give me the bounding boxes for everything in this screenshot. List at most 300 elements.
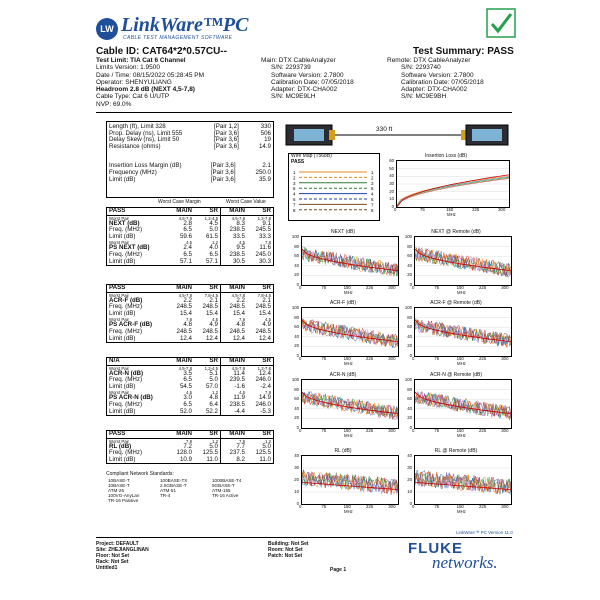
y-tick-label: 100 <box>404 377 412 382</box>
table-row <box>107 431 273 438</box>
table-cell: SR <box>194 208 221 215</box>
table-cell: PASS <box>107 208 168 215</box>
table-cell: ACR-F (dB) <box>109 296 143 304</box>
x-tick-label: 150 <box>343 285 351 290</box>
graph-trace <box>415 392 511 421</box>
rl-results <box>106 430 274 464</box>
y-tick-label: 40 <box>294 262 299 268</box>
pin-label: 3 <box>371 180 374 186</box>
footer-building <box>268 541 309 559</box>
standards-cell: TR-4 <box>160 493 171 499</box>
graph-plot-area <box>414 379 512 429</box>
table-cell: Limit (dB) <box>109 175 136 183</box>
table-row <box>107 409 273 416</box>
y-tick-label: 100 <box>291 305 299 310</box>
standards-cell: 2.5GBASE-T <box>160 482 187 488</box>
graph-title: ACR-F (dB) <box>329 300 357 306</box>
table-row <box>107 259 273 266</box>
header-remote-info <box>387 57 484 101</box>
y-tick-label: 30 <box>407 465 412 470</box>
wire-map-panel <box>288 153 380 221</box>
table-cell: 2.1 <box>262 296 271 304</box>
table-cell: MAIN <box>168 208 194 215</box>
table-cell: 1,2-7,8 <box>257 365 271 371</box>
table-cell: MAIN <box>221 285 248 292</box>
table-cell: 52.2 <box>205 407 218 415</box>
table-cell: 11.6 <box>259 244 271 252</box>
table-cell: 237.5 <box>221 450 248 457</box>
x-axis-unit: MHz <box>457 509 466 514</box>
standards-cell: 100VG-AnyLan <box>108 493 140 499</box>
pin-label: 8 <box>293 207 296 213</box>
table-cell: Resistance (ohms) <box>109 142 161 150</box>
table-cell: Limit (dB) <box>109 455 136 463</box>
table-cell: 12.4 <box>205 334 218 342</box>
x-tick-label: 225 <box>478 356 487 361</box>
x-tick-label: 75 <box>434 356 440 361</box>
table-cell: 12.4 <box>258 334 271 342</box>
standards-cell: 1000BASE-T4 <box>212 477 242 483</box>
table-cell: 4.9 <box>209 321 218 329</box>
x-tick-label: 75 <box>321 356 327 361</box>
pin-label: 7 <box>371 202 374 208</box>
x-tick-label: 150 <box>343 428 351 433</box>
table-row <box>107 311 273 318</box>
y-tick-label: 20 <box>294 415 299 421</box>
next-results <box>106 207 274 266</box>
x-tick-label: 150 <box>446 207 454 212</box>
table-cell: 248.5 <box>176 327 192 335</box>
table-cell: 2.2 <box>183 296 192 304</box>
table-cell: 248.5 <box>255 327 271 335</box>
table-cell: 4,5-7,8 <box>178 292 192 298</box>
table-cell: 7,8 <box>186 438 192 444</box>
x-tick-label: 150 <box>456 504 464 509</box>
header-line: Software Version: 2.7800 <box>271 71 344 79</box>
pin-label: 6 <box>293 186 296 192</box>
graph-next-remote <box>400 229 512 297</box>
y-tick-label: 80 <box>407 386 412 392</box>
table-cell: SR <box>194 285 221 292</box>
y-tick-label: 40 <box>294 405 299 411</box>
header-line: Adapter: DTX-CHA002 <box>401 86 468 94</box>
table-cell: SR <box>247 358 273 365</box>
pin-label: 4 <box>371 191 374 197</box>
table-cell: 4.0 <box>209 244 218 252</box>
x-tick-label: 75 <box>434 428 440 433</box>
table-cell: Worst Pair <box>109 292 129 298</box>
table-cell: Limit (dB) <box>109 382 136 390</box>
table-cell: 506 <box>260 129 271 137</box>
table-cell: 4,5-7,8 <box>221 292 248 298</box>
table-cell: 246.0 <box>255 376 271 384</box>
table-cell: 4,5-7,8 <box>221 365 248 371</box>
y-tick-label: 40 <box>389 173 394 179</box>
table-cell: 30.3 <box>258 257 271 265</box>
table-cell: Delay Skew (ns), Limit 50 <box>109 136 180 144</box>
cable-id: Cable ID: CAT64*2*0.57CU-- <box>96 46 227 57</box>
x-tick-label: 225 <box>478 428 487 433</box>
table-cell: 5.1 <box>209 369 218 377</box>
table-cell: 7,8-4,5 <box>257 292 271 298</box>
y-tick-label: 100 <box>291 377 299 382</box>
graph-title: RL (dB) <box>334 448 352 454</box>
table-cell: 1,2 <box>212 438 218 444</box>
table-cell: -1.6 <box>221 384 248 391</box>
y-tick-label: 0 <box>409 425 412 430</box>
table-cell: MAIN <box>168 285 194 292</box>
table-cell: 6.5 <box>183 376 192 384</box>
header-line: Headroom 2.8 dB (NEXT 4,5-7,8) <box>96 86 195 94</box>
x-tick-label: 300 <box>388 356 396 361</box>
graph-title: ACR-N (dB) <box>329 372 357 378</box>
cable-graphic <box>285 122 510 148</box>
table-cell: 7,8 <box>186 317 192 323</box>
table-cell: 248.5 <box>221 304 248 311</box>
table-cell: N/A <box>107 358 168 365</box>
table-cell: 10.9 <box>179 455 192 463</box>
table-cell: 245.5 <box>255 226 271 234</box>
standards-cell: 100BASE-TX <box>160 477 188 483</box>
table-cell: 239.5 <box>221 377 248 384</box>
x-tick-label: 0 <box>412 504 415 509</box>
header-line: S/N: MC9E9BH <box>401 93 447 101</box>
footer-line: Project: DEFAULT <box>96 541 139 547</box>
table-cell: [Pair 3,6] <box>210 175 236 183</box>
standards-table <box>106 478 262 504</box>
table-cell: 11.0 <box>206 455 218 463</box>
table-cell: 4,5 <box>221 390 248 395</box>
table-row <box>107 177 273 184</box>
y-tick-label: 100 <box>404 234 412 239</box>
y-tick-label: 0 <box>296 353 299 358</box>
table-cell: 57.1 <box>179 257 192 265</box>
table-cell: 6.5 <box>183 250 192 258</box>
logo-title: LinkWare™PC <box>121 14 249 36</box>
network-standards <box>106 472 262 504</box>
standards-cell: ATM-51 <box>160 488 176 493</box>
x-tick-label: 150 <box>343 356 351 361</box>
x-tick-label: 0 <box>299 285 302 290</box>
table-cell: Freq. (MHz) <box>109 250 142 258</box>
x-tick-label: 0 <box>299 504 302 509</box>
x-tick-label: 75 <box>321 285 327 290</box>
table-cell: 125.5 <box>255 449 271 457</box>
limit-line <box>397 175 509 207</box>
x-axis-unit: MHz <box>344 290 353 295</box>
standards-title: Compliant Network Standards: <box>106 471 174 477</box>
y-tick-label: 60 <box>294 324 299 330</box>
table-cell: Insertion Loss Margin (dB) <box>109 162 182 170</box>
header-line: S/N: MC9E9LH <box>271 93 316 101</box>
table-cell: Worst Pair <box>109 365 129 371</box>
header-line: Remote: DTX CableAnalyzer <box>387 57 471 64</box>
x-tick-label: 75 <box>321 504 327 509</box>
x-tick-label: 150 <box>343 504 351 509</box>
header-line: Adapter: DTX-CHA002 <box>271 86 338 94</box>
y-tick-label: 40 <box>407 333 412 339</box>
table-cell: 11.0 <box>259 455 271 463</box>
header-line: Cable Type: Cat 6 U/UTP <box>96 93 170 101</box>
table-cell: 8.3 <box>221 221 248 228</box>
y-tick-label: 0 <box>409 282 412 287</box>
table-cell: 245.0 <box>255 250 271 258</box>
header-line: Test Limit: TIA Cat 6 Channel <box>96 57 186 64</box>
table-cell: 2.8 <box>183 219 192 227</box>
table-cell: [Pair 3,6] <box>210 162 236 170</box>
table-cell: 12.4 <box>179 334 192 342</box>
y-tick-label: 10 <box>389 196 394 202</box>
pin-label: 1 <box>371 170 374 175</box>
graph-title: ACR-F @ Remote (dB) <box>430 300 482 306</box>
x-tick-label: 75 <box>434 504 440 509</box>
pin-label: 2 <box>371 175 374 181</box>
graph-title: NEXT (dB) <box>330 229 356 235</box>
table-row <box>107 285 273 292</box>
y-tick-label: 40 <box>407 262 412 268</box>
graph-acrf-remote <box>400 300 512 368</box>
table-cell: 248.5 <box>221 329 248 336</box>
graph-plot-area <box>396 160 510 208</box>
table-cell: 57.1 <box>205 257 218 265</box>
table-cell: -2.4 <box>260 382 271 390</box>
x-tick-label: 300 <box>498 207 506 212</box>
table-cell: Freq. (MHz) <box>109 400 142 408</box>
footer-line: Building: Not Set <box>268 541 309 547</box>
pin-label: 4 <box>293 191 296 197</box>
y-tick-label: 50 <box>389 165 394 171</box>
insertion-loss-table <box>107 163 273 183</box>
table-cell: 3.0 <box>183 394 192 402</box>
y-tick-label: 60 <box>407 396 412 402</box>
y-tick-label: 60 <box>294 396 299 402</box>
table-cell: 8.2 <box>221 457 248 464</box>
table-cell: 15.4 <box>258 309 271 317</box>
table-cell: Limit (dB) <box>109 407 136 415</box>
header-line: Operator: SHENYULIANG <box>96 78 172 86</box>
y-tick-label: 60 <box>294 253 299 259</box>
table-cell: PS ACR-F (dB) <box>109 321 153 329</box>
logo-subtitle: CABLE TEST MANAGEMENT SOFTWARE <box>123 35 233 41</box>
header-line: Calibration Date: 07/05/2018 <box>271 78 354 86</box>
x-tick-label: 225 <box>478 504 487 509</box>
standards-cell: ATM-155 <box>212 488 231 493</box>
graph-plot-area <box>301 455 399 505</box>
x-tick-label: 0 <box>412 285 415 290</box>
table-cell: 238.5 <box>221 227 248 234</box>
table-cell: [Pair 3,6] <box>214 136 239 144</box>
table-cell: MAIN <box>168 431 194 438</box>
graph-trace <box>415 247 511 277</box>
table-cell: 15.4 <box>179 309 192 317</box>
table-cell: 6.5 <box>209 250 218 258</box>
x-tick-label: 150 <box>456 356 464 361</box>
table-cell: 61.5 <box>205 232 218 240</box>
table-cell: 35.9 <box>258 175 271 183</box>
x-axis-unit: MHz <box>344 509 353 514</box>
table-cell: 15.4 <box>221 311 248 318</box>
standards-cell: TR-16 Active <box>212 493 239 499</box>
table-cell: 19 <box>264 136 271 144</box>
y-tick-label: 100 <box>291 234 299 239</box>
table-cell: 4.8 <box>183 321 192 329</box>
graph-rl-remote <box>400 448 512 516</box>
x-tick-label: 150 <box>456 285 464 290</box>
y-tick-label: 80 <box>294 386 299 392</box>
footer-line: Site: ZHEJIANGLINAN <box>96 547 149 553</box>
table-cell: PASS <box>107 285 168 292</box>
table-cell: 4,5 <box>221 240 248 245</box>
table-cell: PS NEXT (dB) <box>109 244 150 252</box>
table-cell: 7,8 <box>221 438 248 444</box>
x-axis-unit: MHz <box>457 433 466 438</box>
pin-label: 2 <box>293 175 296 181</box>
y-tick-label: 20 <box>407 477 412 482</box>
table-cell: 33.5 <box>221 234 248 241</box>
x-tick-label: 300 <box>501 428 509 433</box>
y-tick-label: 40 <box>294 333 299 339</box>
table-row <box>107 336 273 343</box>
table-cell: 6.5 <box>183 226 192 234</box>
insertion-loss-graph <box>382 153 510 219</box>
graph-plot-area <box>414 307 512 357</box>
x-axis-unit: MHz <box>344 433 353 438</box>
pass-check-icon <box>486 8 516 38</box>
table-cell: SR <box>247 285 273 292</box>
table-cell: 246.0 <box>255 400 271 408</box>
y-tick-label: 0 <box>296 501 299 506</box>
graph-acrn-main <box>287 372 399 440</box>
x-axis-unit: MHz <box>457 290 466 295</box>
table-cell: 248.5 <box>202 303 218 311</box>
table-cell: 4.5 <box>209 219 218 227</box>
table-cell: 5.0 <box>209 226 218 234</box>
standards-cell: 10BASE-T <box>108 482 130 488</box>
table-cell: Length (ft), Limit 328 <box>109 123 166 130</box>
graph-trace <box>415 248 511 275</box>
table-cell: 11.9 <box>221 395 248 402</box>
standards-cell: ATM-25 <box>108 488 124 493</box>
table-cell: 4,5 <box>186 390 192 396</box>
graph-title: ACR-N @ Remote (dB) <box>429 372 483 378</box>
y-tick-label: 0 <box>409 353 412 358</box>
table-cell: 14.9 <box>258 394 271 402</box>
table-cell: Limit (dB) <box>109 257 136 265</box>
y-tick-label: 80 <box>294 314 299 320</box>
y-tick-label: 0 <box>296 425 299 430</box>
table-cell: 12.4 <box>221 336 248 343</box>
acr-n-results <box>106 357 274 416</box>
table-cell: 1,2 <box>212 240 218 246</box>
table-cell: Freq. (MHz) <box>109 226 142 234</box>
x-tick-label: 300 <box>388 504 396 509</box>
wire-map-title: Wire Map (T568B) <box>291 153 332 159</box>
pin-label: 1 <box>293 170 296 175</box>
graph-trace <box>415 248 511 276</box>
pin-label: 5 <box>371 197 374 202</box>
table-cell: 7,8 <box>221 317 248 322</box>
graph-trace <box>415 247 511 277</box>
header-main-info <box>261 57 354 101</box>
software-version: LinkWare™ PC Version 11.0 <box>456 530 513 535</box>
table-cell: [Pair 3,6] <box>210 168 236 176</box>
wire-map-result: PASS <box>291 158 305 165</box>
x-tick-label: 0 <box>299 356 302 361</box>
x-tick-label: 75 <box>420 207 425 212</box>
table-cell: Worst Pair <box>109 317 129 323</box>
worst-case-margin-header: Worst Case Margin <box>158 199 201 205</box>
table-cell: -5.3 <box>260 407 271 415</box>
x-tick-label: 300 <box>388 285 396 290</box>
graph-plot-area <box>301 236 399 286</box>
table-cell: Worst Pair <box>109 390 129 396</box>
table-cell: Worst Pair <box>109 215 129 221</box>
linkware-logo-icon: LW <box>96 18 118 40</box>
y-tick-label: 40 <box>407 453 412 458</box>
table-cell: [Pair 1,2] <box>214 123 239 130</box>
table-cell: 238.5 <box>221 402 248 409</box>
standards-cell <box>158 498 210 503</box>
table-cell: 128.0 <box>176 449 192 457</box>
pin-label: 6 <box>371 186 374 192</box>
table-cell: Limit (dB) <box>109 309 136 317</box>
x-tick-label: 225 <box>365 285 374 290</box>
standards-cell: 10BASE-T <box>108 477 130 483</box>
table-cell: 1,2-4,5 <box>204 215 218 221</box>
table-cell: -4.4 <box>221 409 248 416</box>
table-cell: [Pair 3,6] <box>214 129 239 137</box>
graph-title: Insertion Loss (dB) <box>425 153 467 159</box>
standards-cell: TR-16 Passive <box>108 498 139 504</box>
pin-label: 8 <box>371 207 374 213</box>
y-tick-label: 20 <box>294 477 299 482</box>
cable-length-label: 330 ft <box>376 126 393 133</box>
table-cell: 7.7 <box>221 444 248 451</box>
table-cell: NEXT (dB) <box>109 219 140 227</box>
table-row <box>107 384 273 391</box>
header-line: S/N: 2293739 <box>271 64 311 72</box>
table-cell: Prop. Delay (ns), Limit 555 <box>109 129 183 137</box>
table-cell: MAIN <box>221 431 248 438</box>
table-cell: 238.5 <box>221 252 248 259</box>
table-cell: 30.5 <box>221 259 248 266</box>
graph-plot-area <box>414 236 512 286</box>
table-row <box>107 457 273 464</box>
table-row <box>107 358 273 365</box>
table-cell: 248.5 <box>255 303 271 311</box>
y-tick-label: 80 <box>294 243 299 249</box>
pin-label: 3 <box>293 180 296 186</box>
table-cell: 7.2 <box>183 442 192 450</box>
y-tick-label: 60 <box>407 324 412 330</box>
table-cell: 4.8 <box>221 322 248 329</box>
graph-title: NEXT @ Remote (dB) <box>431 229 481 235</box>
footer-divider <box>96 537 512 538</box>
table-cell: 2.1 <box>262 162 271 170</box>
graph-title: RL @ Remote (dB) <box>434 448 478 454</box>
header-line: Calibration Date: 07/05/2018 <box>401 78 484 86</box>
y-tick-label: 0 <box>391 204 394 209</box>
graph-trace <box>397 177 509 206</box>
table-cell: Worst Pair <box>109 240 129 246</box>
y-tick-label: 20 <box>407 415 412 421</box>
footer-line: Room: Not Set <box>268 547 303 553</box>
y-tick-label: 10 <box>294 489 299 494</box>
table-cell: Freq. (MHz) <box>109 327 142 335</box>
table-cell: 4,5-7,8 <box>178 365 192 371</box>
table-cell: Frequency (MHz) <box>109 168 157 176</box>
y-tick-label: 20 <box>407 272 412 278</box>
